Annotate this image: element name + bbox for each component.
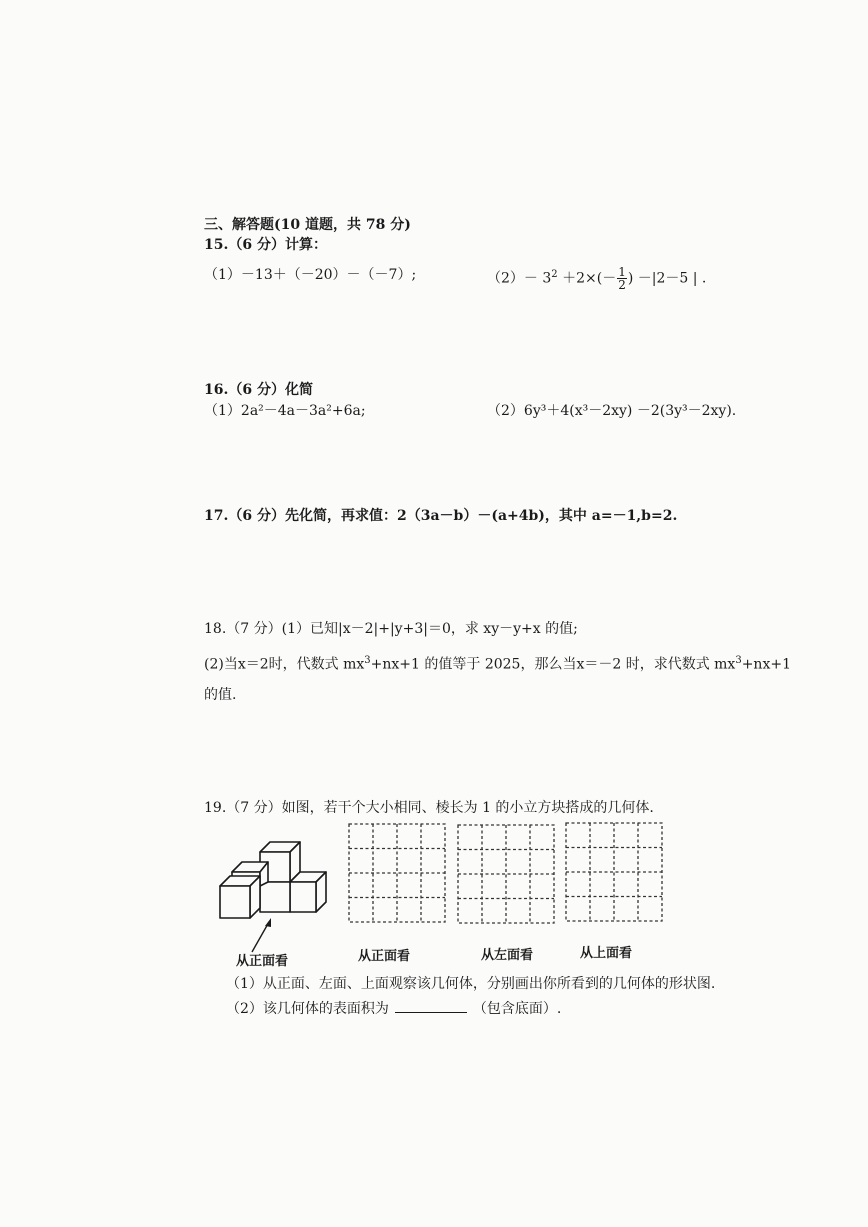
- fraction-numerator: 1: [618, 265, 626, 280]
- q15-part2-c: ) －|2－5 | .: [627, 270, 707, 287]
- view-direction-arrow: [252, 918, 271, 952]
- cube-right: [290, 872, 326, 912]
- q19-heading: 19.（7 分）如图，若干个大小相同、棱长为 1 的小立方块搭成的几何体.: [204, 800, 654, 816]
- q18-exponent-1: 3: [364, 655, 371, 666]
- q15-part1: （1）－13＋（－20）－（－7）;: [204, 267, 417, 283]
- q15-part2-a: （2）－ 3: [487, 270, 552, 287]
- q19-part2-a: （2）该几何体的表面积为: [226, 1001, 389, 1017]
- q18-line3: 的值.: [204, 687, 237, 703]
- grid-left-view[interactable]: [457, 824, 555, 924]
- section-title: 三、解答题(10 道题，共 78 分): [204, 217, 411, 233]
- q18-line2-b: +nx+1 的值等于 2025，那么当x＝－2 时，求代数式 mx: [370, 656, 736, 673]
- q15-part2-exponent: 2: [551, 269, 558, 280]
- q18-line2-a: (2)当x＝2时，代数式 mx: [204, 656, 365, 673]
- cube-front-left: [220, 876, 260, 918]
- cube-figure: [214, 838, 334, 956]
- caption-grid-left: 从左面看: [481, 948, 534, 963]
- q18-line1: 18.（7 分）(1）已知|x－2|+|y+3|＝0，求 xy－y+x 的值;: [204, 621, 578, 637]
- q18-line2: [204, 652, 791, 674]
- q16-heading: 16.（6 分）化简: [204, 382, 313, 398]
- q19-part1: （1）从正面、左面、上面观察该几何体，分别画出你所看到的几何体的形状图.: [226, 976, 716, 992]
- q15-heading: 15.（6 分）计算：: [204, 237, 327, 253]
- caption-grid-front: 从正面看: [358, 949, 411, 964]
- answer-blank[interactable]: [395, 999, 467, 1013]
- grid-top-view[interactable]: [565, 822, 663, 922]
- q19-part2: [226, 999, 561, 1018]
- fraction-denominator: 2: [618, 278, 626, 293]
- grid-front-view[interactable]: [348, 823, 446, 923]
- q17-text: 17.（6 分）先化简，再求值：2（3a－b）－(a+4b)，其中 a=－1,b=2.: [204, 508, 678, 524]
- q16-part2: （2）6y³＋4(x³－2xy) －2(3y³－2xy).: [487, 403, 737, 419]
- caption-grid-top: 从上面看: [580, 946, 633, 961]
- q18-line2-c: +nx+1: [741, 656, 791, 673]
- q19-part2-b: （包含底面）.: [472, 1001, 562, 1017]
- q15-part2-b: ＋2×(－: [557, 270, 617, 287]
- caption-figure-front: 从正面看: [236, 954, 289, 969]
- q16-part1: （1）2a²－4a－3a²+6a;: [204, 403, 366, 419]
- fraction-one-half: [617, 266, 627, 291]
- q18-exponent-2: 3: [735, 655, 742, 666]
- q15-part2: [487, 266, 706, 291]
- cube-middle: [260, 882, 290, 912]
